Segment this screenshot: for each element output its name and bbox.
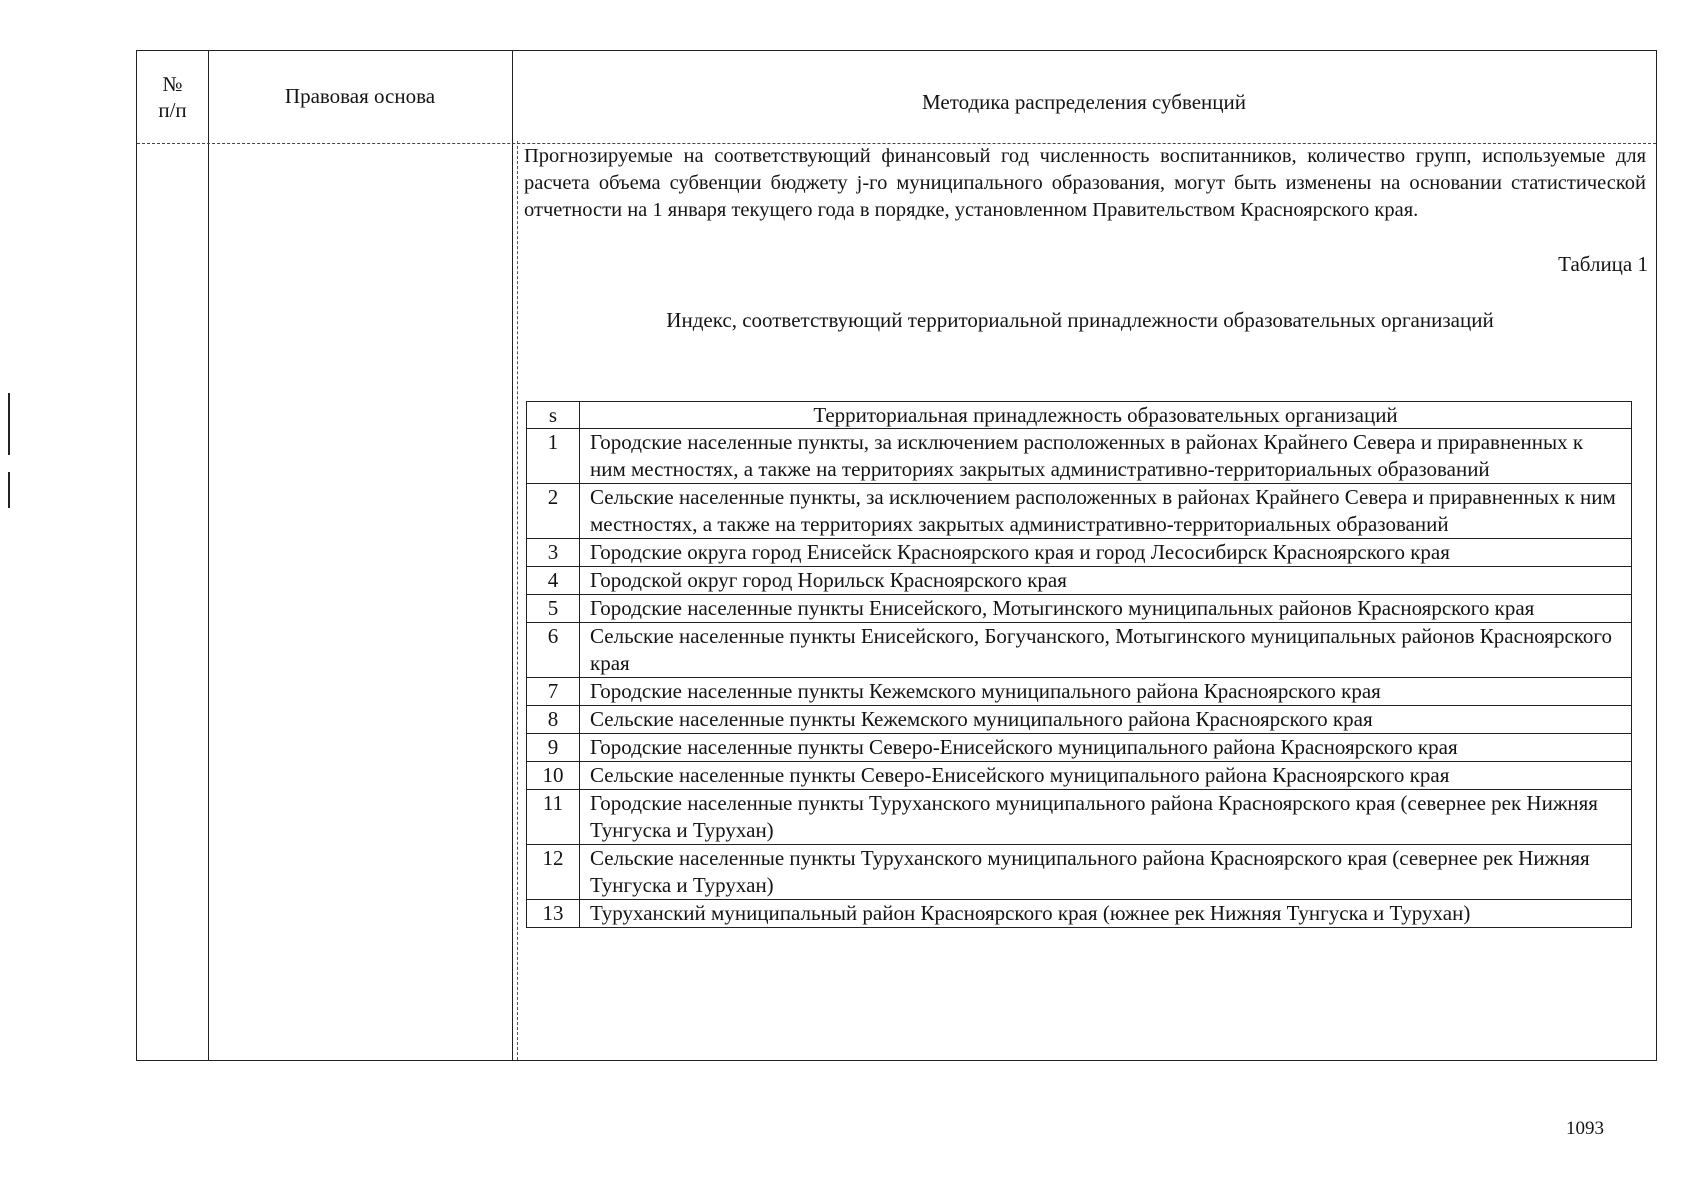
row-territory: Сельские населенные пункты, за исключением расположенных в районах Крайнего Севера и приравненных к ним местностях, а также на территориях закрытых административно-территориальных образований: [580, 484, 1632, 539]
table-row: [527, 762, 1632, 790]
row-index: 8: [527, 706, 580, 734]
row-territory: Туруханский муниципальный район Красноярского края (южнее рек Нижняя Тунгуска и Турухан): [580, 900, 1632, 928]
column-divider-inner: [517, 141, 518, 1060]
table-row: [527, 845, 1632, 900]
table-row: [527, 623, 1632, 678]
column-divider: [512, 51, 513, 1060]
table-row: [527, 734, 1632, 762]
row-index: 1: [527, 429, 580, 484]
row-index: 6: [527, 623, 580, 678]
table-row: [527, 595, 1632, 623]
index-table: [526, 401, 1632, 928]
row-index: 11: [527, 790, 580, 845]
table-row: [527, 706, 1632, 734]
row-index: 7: [527, 678, 580, 706]
row-index: 3: [527, 539, 580, 567]
column-divider: [208, 51, 209, 1060]
index-table-header: [527, 402, 1632, 429]
row-territory: Сельские населенные пункты Енисейского, Богучанского, Мотыгинского муниципальных районов Красноярского края: [580, 623, 1632, 678]
table-caption: Индекс, соответствующий территориальной принадлежности образовательных организаций: [666, 308, 1494, 332]
table-row: [527, 539, 1632, 567]
table-label: Таблица 1: [1558, 252, 1648, 276]
table-row: [527, 484, 1632, 539]
table-row: [527, 567, 1632, 595]
method-content: [524, 143, 1646, 333]
row-territory: Городской округ город Норильск Красноярского края: [580, 567, 1632, 595]
table-row: [527, 900, 1632, 928]
row-territory: Городские округа город Енисейск Красноярского края и город Лесосибирск Красноярского края: [580, 539, 1632, 567]
row-territory: Сельские населенные пункты Туруханского муниципального района Красноярского края (севернее рек Нижняя Тунгуска и Турухан): [580, 845, 1632, 900]
row-index: 13: [527, 900, 580, 928]
row-territory: Городские населенные пункты, за исключением расположенных в районах Крайнего Севера и приравненных к ним местностях, а также на территориях закрытых административно-территориальных образований: [580, 429, 1632, 484]
forecast-paragraph: Прогнозируемые на соответствующий финансовый год численность воспитанников, количество групп, используемые для расчета объема субвенции бюджету j-го муниципального образования, могут быть изменены на основании статистической отчетности на 1 января текущего года в порядке, установленном Правительством Красноярского края.: [524, 145, 1646, 221]
table-row: [527, 678, 1632, 706]
row-index: 4: [527, 567, 580, 595]
row-index: 9: [527, 734, 580, 762]
header-num: [137, 51, 208, 143]
column-header-s: s: [527, 402, 580, 429]
row-territory: Городские населенные пункты Кежемского муниципального района Красноярского края: [580, 678, 1632, 706]
row-index: 10: [527, 762, 580, 790]
scan-artifact-mark: [8, 472, 10, 508]
row-index: 5: [527, 595, 580, 623]
header-num-label: № п/п: [158, 71, 187, 122]
row-index: 12: [527, 845, 580, 900]
header-method-label: Методика распределения субвенций: [921, 89, 1247, 114]
row-territory: Городские населенные пункты Северо-Енисейского муниципального района Красноярского края: [580, 734, 1632, 762]
table-row: [527, 790, 1632, 845]
row-index: 2: [527, 484, 580, 539]
row-territory: Городские населенные пункты Енисейского, Мотыгинского муниципальных районов Красноярского края: [580, 595, 1632, 623]
header-basis: [208, 51, 512, 143]
header-basis-label: Правовая основа: [284, 84, 436, 108]
row-territory: Городские населенные пункты Туруханского муниципального района Красноярского края (севернее рек Нижняя Тунгуска и Турухан): [580, 790, 1632, 845]
scan-artifact-mark: [8, 393, 10, 455]
header-method: [512, 51, 1656, 143]
table-row: [527, 429, 1632, 484]
page-number: 1093: [1566, 1118, 1604, 1139]
row-territory: Сельские населенные пункты Кежемского муниципального района Красноярского края: [580, 706, 1632, 734]
row-territory: Сельские населенные пункты Северо-Енисейского муниципального района Красноярского края: [580, 762, 1632, 790]
column-header-territory: Территориальная принадлежность образовательных организаций: [580, 402, 1632, 429]
